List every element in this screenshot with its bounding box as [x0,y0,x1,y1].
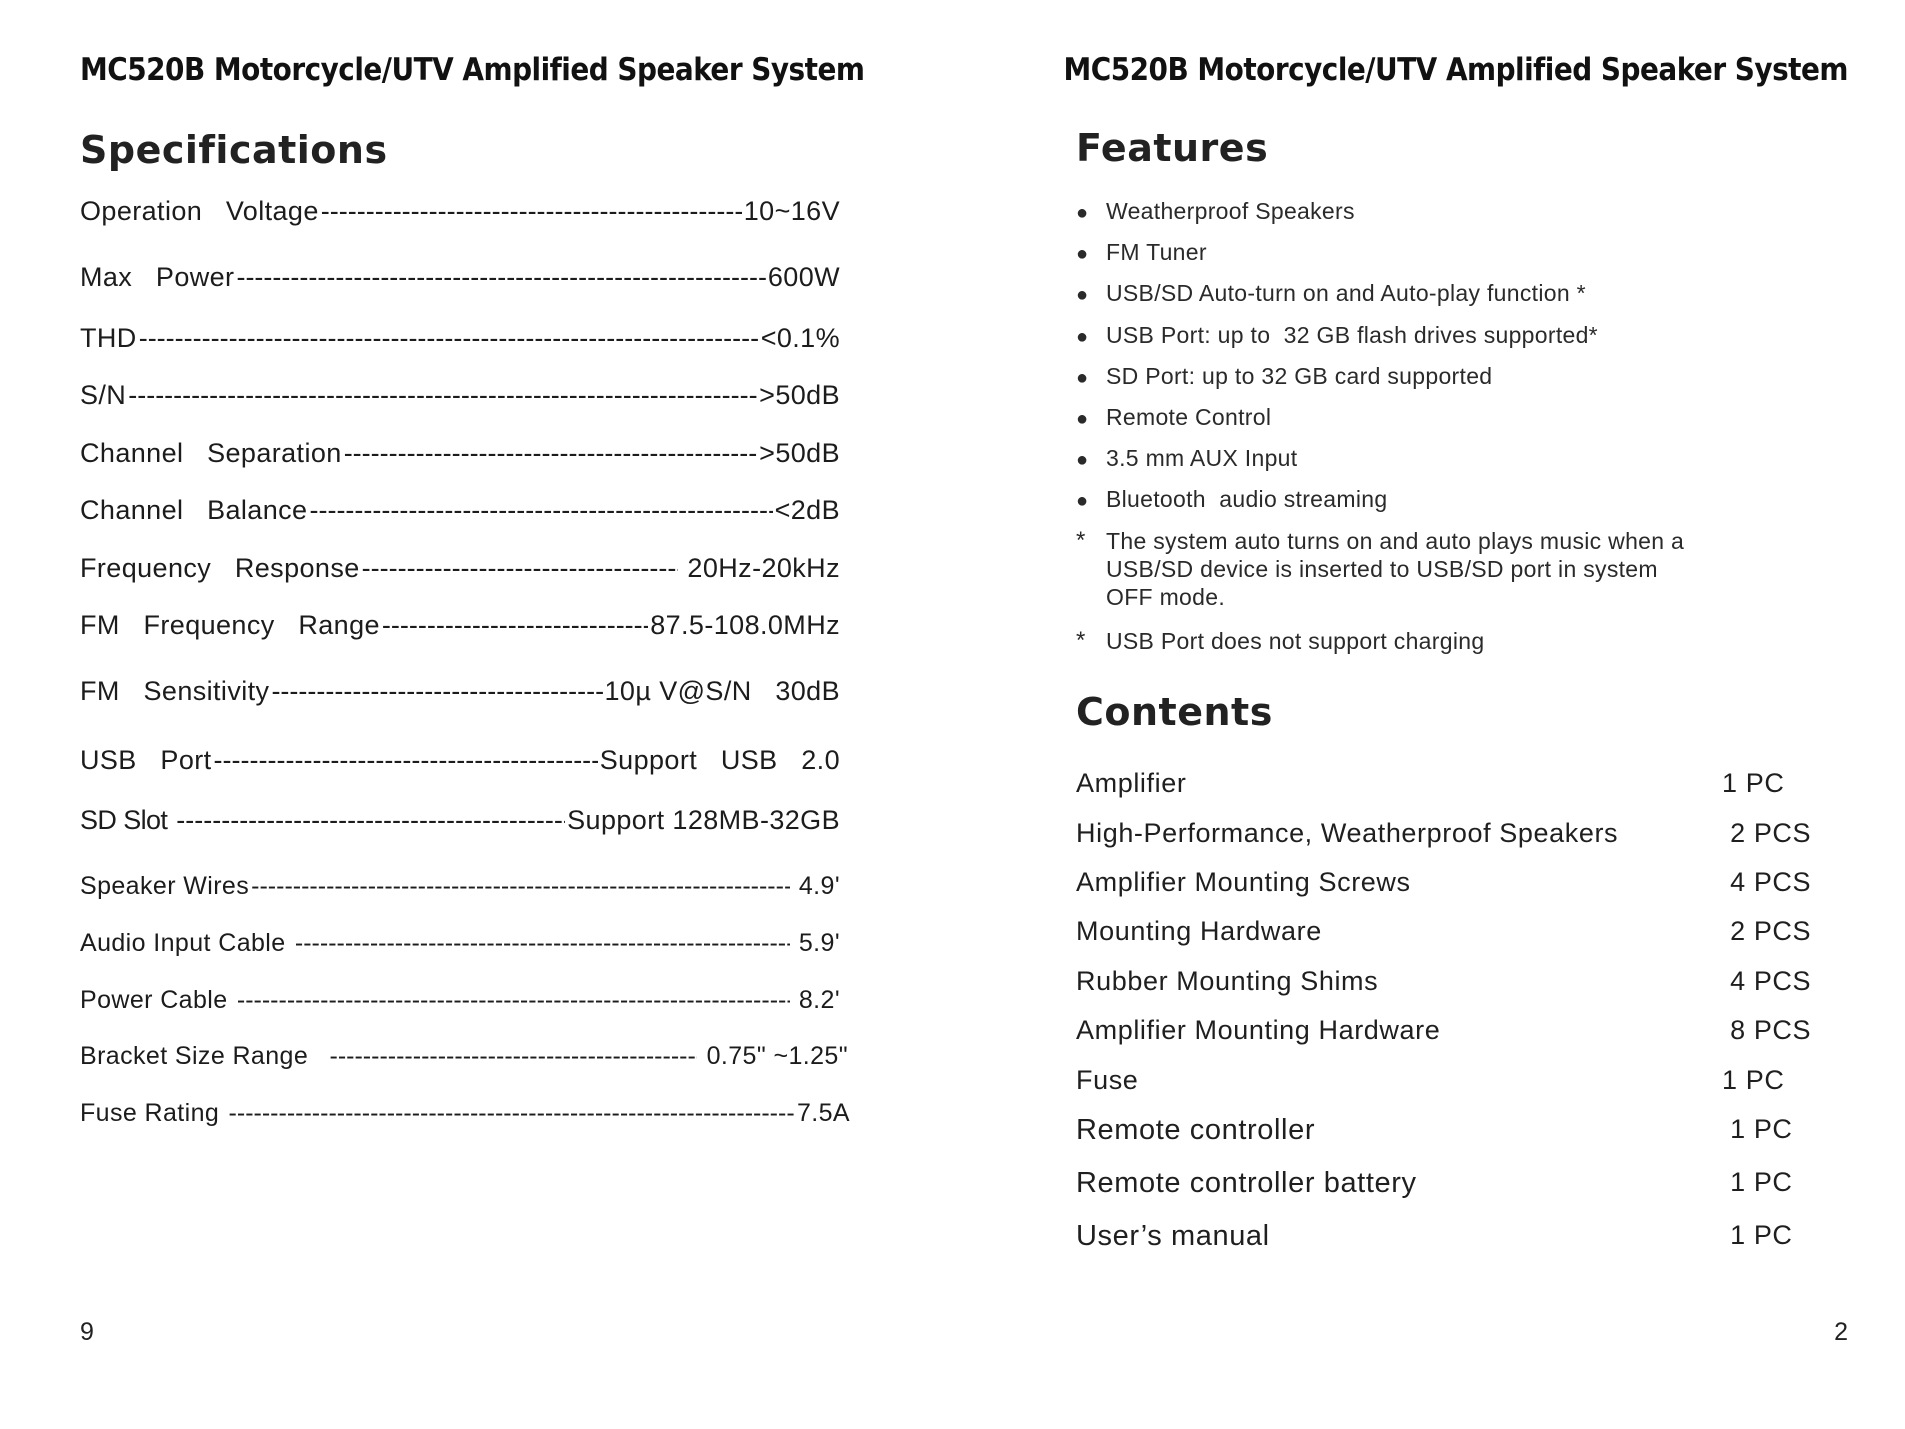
contents-item: Fuse [1076,1065,1139,1095]
asterisk-mark: * [1076,527,1086,554]
dot-leader [229,1099,795,1128]
spec-label: Speaker Wires [80,872,250,900]
spec-value: <2dB [774,495,840,525]
bullet-icon: ● [1076,449,1089,471]
contents-quantity: 2 PCS [1722,818,1812,848]
contents-item: User’s manual [1076,1220,1270,1252]
dot-leader [295,929,790,958]
contents-item: Remote controller [1076,1114,1316,1146]
feature-text: Remote Control [1106,404,1272,430]
spec-label: THD [80,323,137,353]
spec-row [80,553,840,584]
contents-item: Mounting Hardware [1076,916,1322,946]
contents-quantity: 1 PC [1722,1167,1793,1197]
feature-text: USB/SD Auto-turn on and Auto-play function * [1106,280,1586,306]
spec-value: 0.75" ~1.25" [699,1042,848,1070]
contents-quantity: 1 PC [1722,1065,1785,1095]
feature-text: Bluetooth audio streaming [1106,486,1388,512]
spec-value: >50dB [759,380,840,410]
bullet-icon: ● [1076,490,1089,512]
spec-label: Max Power [80,262,235,292]
spec-value: 10µ V@S/N 30dB [604,676,840,706]
spec-label: Power Cable [80,986,235,1014]
feature-item [1076,322,1598,349]
spec-row [80,196,840,227]
dot-leader [382,610,648,641]
feature-item [1076,404,1271,431]
spec-row [80,438,840,469]
specifications-title: Specifications [80,128,388,172]
feature-text: SD Port: up to 32 GB card supported [1106,363,1493,389]
spec-row [80,323,840,354]
feature-item [1076,363,1492,390]
footnote [1076,627,1706,655]
contents-item: Remote controller battery [1076,1167,1417,1199]
feature-text: FM Tuner [1106,239,1207,265]
spec-label: SD Slot [80,805,175,835]
spec-row [80,380,840,411]
spec-value: >50dB [759,438,840,468]
spec-row [80,929,840,958]
spec-value: 5.9' [791,929,840,957]
asterisk-mark: * [1076,627,1086,654]
dot-leader [214,745,598,776]
contents-item: Amplifier Mounting Screws [1076,867,1411,897]
spec-row [80,1042,848,1071]
spec-value: 8.2' [791,986,840,1014]
dot-leader [330,1042,698,1071]
spec-value: Support USB 2.0 [599,745,840,775]
spec-value: 4.9' [791,872,840,900]
spec-label: FM Frequency Range [80,610,380,640]
contents-title: Contents [1076,690,1273,734]
spec-value: 10~16V [743,196,840,226]
left-page [80,0,865,1429]
spec-label: Channel Separation [80,438,342,468]
spec-label: Fuse Rating [80,1099,227,1127]
contents-quantity: 4 PCS [1722,867,1812,897]
spec-row [80,805,840,836]
dot-leader [344,438,757,469]
right-page-header: MC520B Motorcycle/UTV Amplified Speaker System [1063,52,1848,88]
bullet-icon: ● [1076,243,1089,265]
left-page-header: MC520B Motorcycle/UTV Amplified Speaker System [80,52,865,88]
spec-value: 600W [767,262,840,292]
bullet-icon: ● [1076,284,1089,306]
contents-quantity: 1 PC [1722,1114,1793,1144]
spec-label: Frequency Response [80,553,360,583]
spec-label: Channel Balance [80,495,308,525]
bullet-icon: ● [1076,326,1089,348]
contents-quantity: 4 PCS [1722,966,1812,996]
spec-label: Operation Voltage [80,196,319,226]
spec-value: 7.5A [796,1099,850,1127]
spec-label: Audio Input Cable [80,929,293,957]
spec-value: 20Hz-20kHz [679,553,840,583]
contents-quantity: 1 PC [1722,768,1785,798]
feature-item [1076,239,1207,266]
spec-row [80,676,840,707]
bullet-icon: ● [1076,367,1089,389]
spec-value: Support 128MB-32GB [567,805,840,835]
dot-leader [321,196,742,227]
contents-quantity: 8 PCS [1722,1015,1812,1045]
spec-row [80,986,840,1015]
spec-label: FM Sensitivity [80,676,270,706]
spec-row [80,872,840,901]
feature-text: USB Port: up to 32 GB flash drives supported* [1106,322,1598,348]
spec-row [80,1099,850,1128]
spec-label: S/N [80,380,127,410]
spec-label: Bracket Size Range [80,1042,316,1070]
page-number: 9 [80,1318,94,1346]
footnote-text: The system auto turns on and auto plays music when a USB/SD device is inserted to USB/SD port in system OFF mode. [1106,528,1685,610]
feature-item [1076,198,1355,225]
footnote [1076,527,1706,611]
contents-quantity: 1 PC [1722,1220,1793,1250]
dot-leader [128,380,757,411]
page-number: 2 [1834,1318,1848,1346]
feature-item [1076,486,1387,513]
spec-label: USB Port [80,745,212,775]
features-title: Features [1076,126,1269,170]
feature-text: 3.5 mm AUX Input [1106,445,1298,471]
dot-leader [251,872,789,901]
spec-row [80,262,840,293]
feature-item [1076,280,1586,307]
right-page [1063,0,1848,1429]
feature-text: Weatherproof Speakers [1106,198,1355,224]
spec-value: <0.1% [760,323,840,353]
dot-leader [176,805,565,836]
bullet-icon: ● [1076,408,1089,430]
spec-value: 87.5-108.0MHz [650,610,840,640]
dot-leader [236,262,765,293]
contents-item: High-Performance, Weatherproof Speakers [1076,818,1619,848]
spec-row [80,745,840,776]
footnote-text: USB Port does not support charging [1106,628,1485,654]
bullet-icon: ● [1076,202,1089,224]
contents-item: Rubber Mounting Shims [1076,966,1379,996]
spec-row [80,495,840,526]
dot-leader [362,553,678,584]
dot-leader [271,676,602,707]
dot-leader [309,495,772,526]
contents-quantity: 2 PCS [1722,916,1812,946]
feature-item [1076,445,1297,472]
contents-item: Amplifier Mounting Hardware [1076,1015,1441,1045]
dot-leader [237,986,790,1015]
dot-leader [139,323,759,354]
spec-row [80,610,840,641]
contents-item: Amplifier [1076,768,1187,798]
